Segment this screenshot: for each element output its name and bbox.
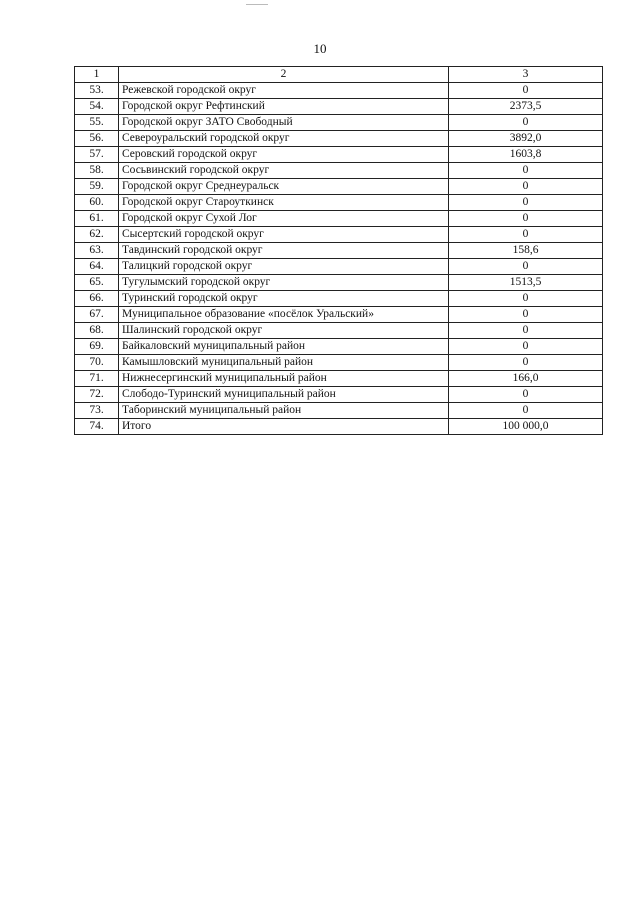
table-row (75, 211, 603, 227)
row-number-cell: 55. (75, 115, 119, 131)
table-row (75, 355, 603, 371)
table-row (75, 323, 603, 339)
municipality-name-cell: Таборинский муниципальный район (119, 403, 449, 419)
row-number-cell: 58. (75, 163, 119, 179)
amount-cell: 0 (449, 211, 603, 227)
row-number-cell: 57. (75, 147, 119, 163)
municipality-name-cell: Городской округ Староуткинск (119, 195, 449, 211)
amount-cell: 2373,5 (449, 99, 603, 115)
amount-cell: 0 (449, 163, 603, 179)
amount-cell: 166,0 (449, 371, 603, 387)
municipality-name-cell: Талицкий городской округ (119, 259, 449, 275)
municipality-name-cell: Серовский городской округ (119, 147, 449, 163)
table-row (75, 83, 603, 99)
row-number-cell: 66. (75, 291, 119, 307)
municipality-name-cell: Шалинский городской округ (119, 323, 449, 339)
row-number-cell: 68. (75, 323, 119, 339)
amount-cell: 100 000,0 (449, 419, 603, 435)
municipality-name-cell: Североуральский городской округ (119, 131, 449, 147)
table-row (75, 307, 603, 323)
amount-cell: 0 (449, 291, 603, 307)
page-number: 10 (313, 41, 327, 56)
table-row (75, 403, 603, 419)
row-number-cell: 61. (75, 211, 119, 227)
scan-mark (246, 4, 268, 5)
table-row (75, 419, 603, 435)
amount-cell: 3892,0 (449, 131, 603, 147)
amount-cell: 0 (449, 307, 603, 323)
municipality-name-cell: Слободо-Туринский муниципальный район (119, 387, 449, 403)
municipality-name-cell: Байкаловский муниципальный район (119, 339, 449, 355)
municipality-name-cell: Тугулымский городской округ (119, 275, 449, 291)
amount-cell: 0 (449, 339, 603, 355)
table-row (75, 275, 603, 291)
municipality-name-cell: Тавдинский городской округ (119, 243, 449, 259)
amount-cell: 0 (449, 323, 603, 339)
table-row (75, 163, 603, 179)
table-row (75, 227, 603, 243)
row-number-cell: 59. (75, 179, 119, 195)
header-cell-name: 2 (119, 67, 449, 83)
header-cell-number: 1 (75, 67, 119, 83)
allocation-table (74, 66, 603, 435)
amount-cell: 0 (449, 115, 603, 131)
row-number-cell: 72. (75, 387, 119, 403)
row-number-cell: 62. (75, 227, 119, 243)
table-row (75, 115, 603, 131)
municipality-name-cell: Туринский городской округ (119, 291, 449, 307)
amount-cell: 0 (449, 195, 603, 211)
row-number-cell: 65. (75, 275, 119, 291)
municipality-name-cell: Сосьвинский городской округ (119, 163, 449, 179)
municipality-name-cell: Камышловский муниципальный район (119, 355, 449, 371)
municipality-name-cell: Муниципальное образование «посёлок Уральский» (119, 307, 449, 323)
table-row (75, 147, 603, 163)
municipality-name-cell: Городской округ Среднеуральск (119, 179, 449, 195)
row-number-cell: 74. (75, 419, 119, 435)
header-cell-value: 3 (449, 67, 603, 83)
amount-cell: 0 (449, 403, 603, 419)
amount-cell: 0 (449, 387, 603, 403)
table-row (75, 339, 603, 355)
amount-cell: 0 (449, 83, 603, 99)
row-number-cell: 60. (75, 195, 119, 211)
table-row (75, 99, 603, 115)
row-number-cell: 70. (75, 355, 119, 371)
row-number-cell: 73. (75, 403, 119, 419)
amount-cell: 0 (449, 179, 603, 195)
table-row (75, 179, 603, 195)
municipality-name-cell: Режевской городской округ (119, 83, 449, 99)
municipality-name-cell: Итого (119, 419, 449, 435)
table-row (75, 131, 603, 147)
municipality-name-cell: Сысертский городской округ (119, 227, 449, 243)
municipality-name-cell: Нижнесергинский муниципальный район (119, 371, 449, 387)
municipality-name-cell: Городской округ ЗАТО Свободный (119, 115, 449, 131)
row-number-cell: 69. (75, 339, 119, 355)
table-row (75, 243, 603, 259)
row-number-cell: 64. (75, 259, 119, 275)
table-body (75, 67, 603, 435)
amount-cell: 0 (449, 355, 603, 371)
amount-cell: 1603,8 (449, 147, 603, 163)
row-number-cell: 53. (75, 83, 119, 99)
amount-cell: 0 (449, 227, 603, 243)
table-row (75, 387, 603, 403)
row-number-cell: 71. (75, 371, 119, 387)
table-row (75, 259, 603, 275)
row-number-cell: 56. (75, 131, 119, 147)
row-number-cell: 67. (75, 307, 119, 323)
amount-cell: 1513,5 (449, 275, 603, 291)
table-row (75, 291, 603, 307)
municipality-name-cell: Городской округ Рефтинский (119, 99, 449, 115)
row-number-cell: 54. (75, 99, 119, 115)
amount-cell: 0 (449, 259, 603, 275)
table-row (75, 195, 603, 211)
municipality-name-cell: Городской округ Сухой Лог (119, 211, 449, 227)
amount-cell: 158,6 (449, 243, 603, 259)
table-row (75, 371, 603, 387)
table-header-row (75, 67, 603, 83)
row-number-cell: 63. (75, 243, 119, 259)
